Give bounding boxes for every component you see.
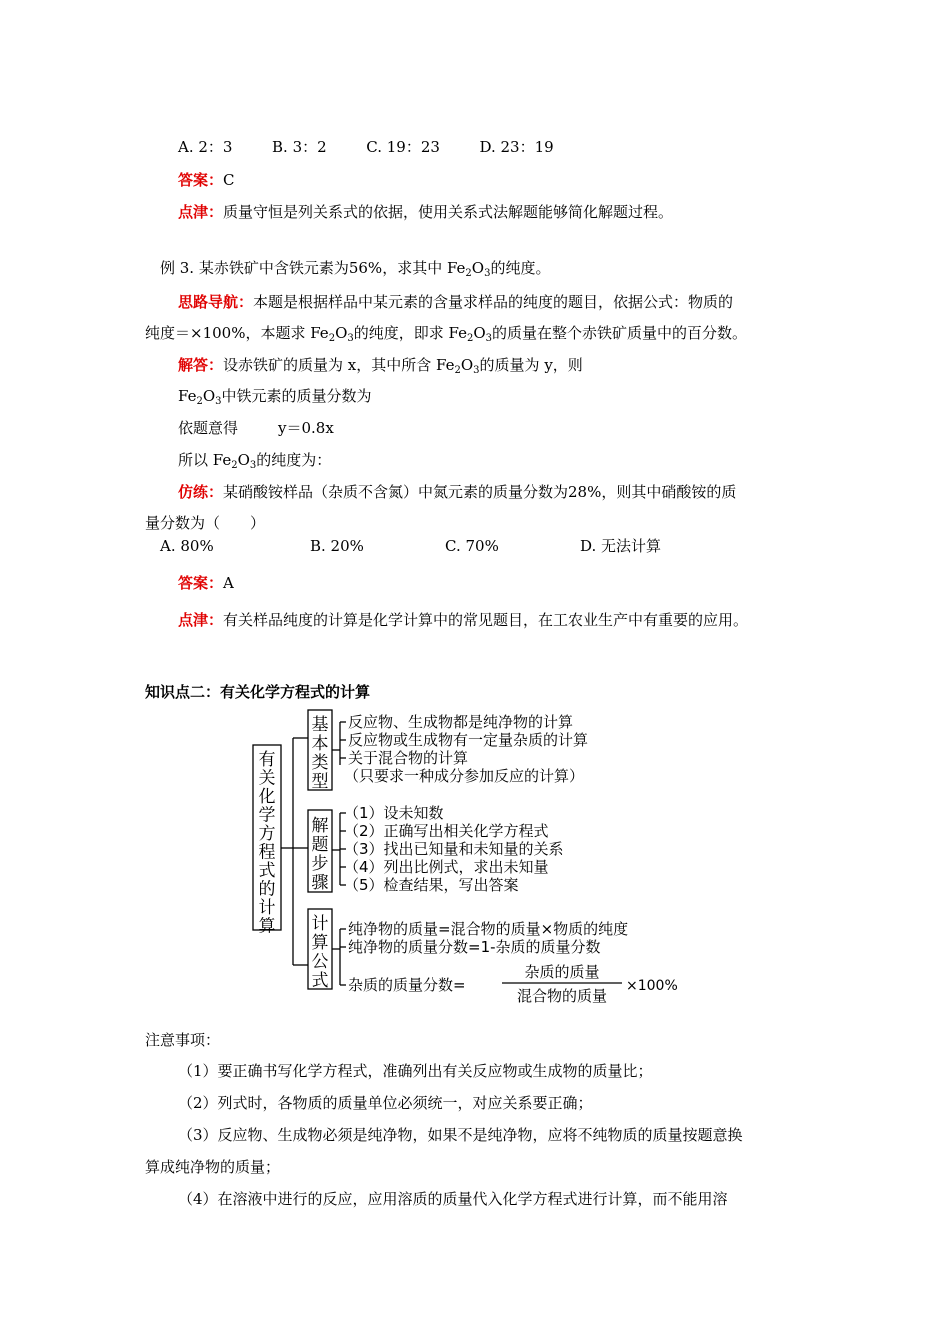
t: y＝0.8x bbox=[278, 419, 334, 437]
t: 纯度＝×100%，本题求 Fe bbox=[145, 324, 329, 342]
formula-item-2: 纯净物的质量分数=1-杂质的质量分数 bbox=[348, 938, 601, 956]
o: O bbox=[237, 451, 250, 469]
answer-2 bbox=[178, 573, 234, 593]
type-item-4: （只要求一种成分参加反应的计算） bbox=[344, 767, 585, 785]
solution-line-1 bbox=[178, 355, 583, 375]
group-title-3 bbox=[312, 914, 329, 991]
o: O bbox=[471, 259, 485, 277]
vgroup-3-text: 计算公式 bbox=[311, 914, 329, 991]
t: 的纯度，即求 Fe bbox=[353, 324, 467, 342]
option-c-2: C. 70% bbox=[445, 537, 499, 555]
solution-label: 解答： bbox=[178, 356, 224, 374]
t: 的纯度为： bbox=[256, 451, 332, 469]
option-b: B. 3：2 bbox=[272, 138, 327, 156]
vgroup-2-text: 解题步骤 bbox=[311, 816, 329, 893]
approach-line-2 bbox=[145, 323, 747, 343]
solution-line-2 bbox=[178, 386, 372, 406]
sub: 3 bbox=[249, 460, 257, 471]
sub: 3 bbox=[347, 333, 354, 344]
option-d-2: D. 无法计算 bbox=[580, 537, 662, 555]
approach-text: 本题是根据样品中某元素的含量求样品的纯度的题目，依据公式：物质的 bbox=[253, 293, 734, 311]
tip-label: 点津： bbox=[178, 203, 224, 221]
t: 设赤铁矿的质量为 x，其中所含 Fe bbox=[223, 356, 455, 374]
note-3b: 算成纯净物的质量； bbox=[145, 1158, 281, 1176]
sub: 2 bbox=[454, 365, 461, 376]
note-1: （1）要正确书写化学方程式，准确列出有关反应物或生成物的质量比； bbox=[178, 1062, 653, 1080]
formula-item-1: 纯净物的质量=混合物的质量×物质的纯度 bbox=[348, 920, 629, 938]
practice-line-1 bbox=[178, 482, 736, 502]
o: O bbox=[473, 324, 486, 342]
t: Fe bbox=[178, 387, 197, 405]
group-title-2 bbox=[312, 816, 329, 893]
example-3-text: 例 3. 某赤铁矿中含铁元素为56%，求其中 Fe bbox=[160, 259, 466, 277]
sub: 2 bbox=[465, 268, 472, 279]
solution-line-3 bbox=[178, 418, 334, 438]
group-title-1 bbox=[312, 715, 329, 792]
option-b-2: B. 20% bbox=[310, 537, 364, 555]
answer-value: C bbox=[223, 171, 235, 189]
sub: 3 bbox=[485, 333, 493, 344]
tip-text: 有关样品纯度的计算是化学计算中的常见题目，在工农业生产中有重要的应用。 bbox=[223, 611, 749, 629]
o: O bbox=[335, 324, 348, 342]
vgroup-1-text: 基本类型 bbox=[311, 715, 329, 792]
answer-label: 答案： bbox=[178, 171, 224, 189]
o: O bbox=[460, 356, 474, 374]
answer-value: A bbox=[223, 574, 234, 592]
fraction-denominator: 混合物的质量 bbox=[516, 987, 608, 1005]
sub: 2 bbox=[328, 333, 336, 344]
tip-1 bbox=[178, 202, 673, 222]
section-heading: 知识点二：有关化学方程式的计算 bbox=[145, 683, 371, 701]
t: 中铁元素的质量分数为 bbox=[221, 387, 372, 405]
sub: 3 bbox=[473, 365, 480, 376]
type-item-1: 反应物、生成物都是纯净物的计算 bbox=[348, 713, 574, 731]
approach-line-1 bbox=[178, 292, 733, 312]
sub: 3 bbox=[215, 396, 222, 407]
t: 依题意得 bbox=[178, 419, 239, 437]
step-item-1: （1）设未知数 bbox=[344, 804, 444, 822]
options-row-1 bbox=[178, 137, 554, 157]
option-c: C. 19：23 bbox=[366, 138, 440, 156]
practice-line-2: 量分数为（ ） bbox=[145, 514, 266, 532]
note-3a: （3）反应物、生成物必须是纯净物，如果不是纯净物，应将不纯物质的质量按题意换 bbox=[178, 1126, 743, 1144]
root-label bbox=[259, 750, 276, 937]
note-2: （2）列式时，各物质的质量单位必须统一，对应关系要正确； bbox=[178, 1094, 593, 1112]
note-4: （4）在溶液中进行的反应，应用溶质的质量代入化学方程式进行计算，而不能用溶 bbox=[178, 1190, 728, 1208]
tip-2 bbox=[178, 610, 748, 630]
fraction-multiplier: ×100% bbox=[626, 978, 678, 994]
sub: 2 bbox=[231, 460, 238, 471]
type-item-2: 反应物或生成物有一定量杂质的计算 bbox=[348, 731, 589, 749]
step-item-2: （2）正确写出相关化学方程式 bbox=[344, 822, 549, 840]
sub: 3 bbox=[484, 268, 491, 279]
formula-item-3: 杂质的质量分数= bbox=[348, 976, 466, 994]
vgroup-root-text: 有关化学方程式的计算 bbox=[258, 750, 276, 937]
t: 的质量在整个赤铁矿质量中的百分数。 bbox=[492, 324, 748, 342]
solution-line-4 bbox=[178, 450, 331, 470]
answer-label: 答案： bbox=[178, 574, 224, 592]
answer-1 bbox=[178, 170, 235, 190]
step-item-4: （4）列出比例式，求出未知量 bbox=[344, 858, 549, 876]
tip-text: 质量守恒是列关系式的依据，使用关系式法解题能够简化解题过程。 bbox=[223, 203, 674, 221]
sub: 2 bbox=[196, 396, 203, 407]
option-a: A. 2：3 bbox=[178, 138, 233, 156]
practice-label: 仿练： bbox=[178, 483, 224, 501]
o: O bbox=[202, 387, 216, 405]
notes-heading: 注意事项： bbox=[145, 1031, 221, 1049]
option-d: D. 23：19 bbox=[479, 138, 554, 156]
option-a-2: A. 80% bbox=[160, 537, 214, 555]
tip-label: 点津： bbox=[178, 611, 224, 629]
t: 某硝酸铵样品（杂质不含氮）中氮元素的质量分数为28%，则其中硝酸铵的质 bbox=[223, 483, 737, 501]
step-item-3: （3）找出已知量和未知量的关系 bbox=[344, 840, 564, 858]
approach-label: 思路导航： bbox=[178, 293, 254, 311]
example-3 bbox=[160, 258, 551, 278]
sub: 2 bbox=[466, 333, 474, 344]
step-item-5: （5）检查结果，写出答案 bbox=[344, 876, 519, 894]
fraction-numerator: 杂质的质量 bbox=[524, 963, 600, 981]
example-3-suffix: 的纯度。 bbox=[490, 259, 551, 277]
concept-diagram bbox=[240, 705, 720, 1015]
t: 所以 Fe bbox=[178, 451, 232, 469]
type-item-3: 关于混合物的计算 bbox=[348, 749, 469, 767]
t: 的质量为 y，则 bbox=[479, 356, 583, 374]
